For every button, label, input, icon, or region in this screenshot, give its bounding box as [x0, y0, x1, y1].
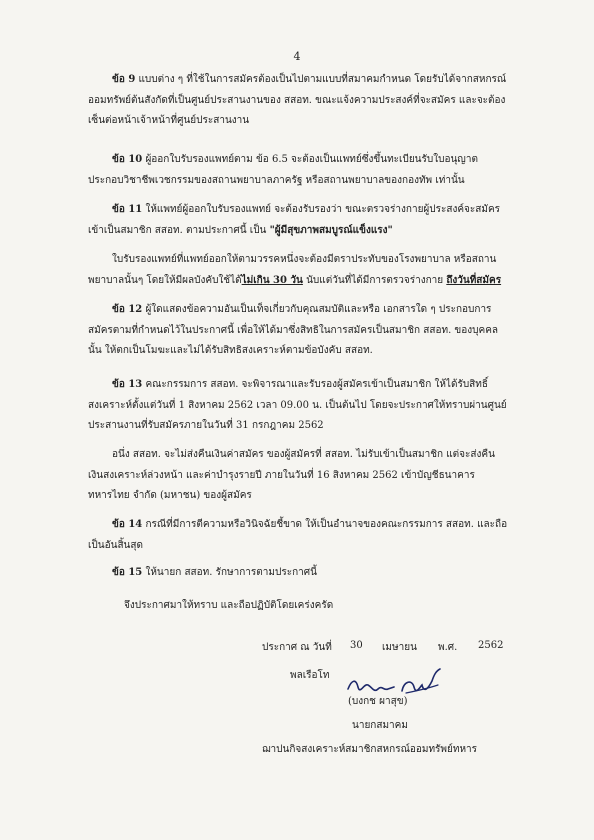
signer-rank: พลเรือโท	[290, 670, 330, 681]
announce-day: 30	[350, 640, 363, 651]
clause-emphasis: "ผู้มีสุขภาพสมบูรณ์แข็งแรง"	[269, 224, 393, 236]
clause-14	[88, 515, 508, 556]
clause-label: ข้อ 11	[112, 204, 143, 215]
signer-name: (บงกช ผาสุข)	[348, 696, 408, 707]
clause-text: คณะกรรมการ สสอท. จะพิจารณาและรับรองผู้สมัครเข้าเป็นสมาชิก ให้ได้รับสิทธิ์สงเคราะห์ตั้งแต่วันที่ 1 สิงหาคม 2562 เวลา 09.00 น. เป็นต้นไป โดยจะประกาศให้ทราบผ่านศูนย์ประสานงานที่รับสมัครภายในวันที่ 31 กรกฎาคม 2562	[88, 379, 507, 431]
clause-10	[88, 150, 508, 191]
clause-15	[88, 563, 508, 584]
announce-era: พ.ศ.	[438, 642, 458, 653]
clause-text: ผู้ออกใบรับรองแพทย์ตาม ข้อ 6.5 จะต้องเป็นแพทย์ซึ่งขึ้นทะเบียนรับใบอนุญาต ประกอบวิชาชีพเวชกรรมของสถานพยาบาลภาครัฐ หรือสถานพยาบาลของกองทัพ เท่านั้น	[88, 154, 478, 186]
clause-text: อนึ่ง สสอท. จะไม่ส่งคืนเงินค่าสมัคร ของผู้สมัครที่ สสอท. ไม่รับเข้าเป็นสมาชิก แต่จะส่งคืนเงินสงเคราะห์ล่วงหน้า และค่าบำรุงรายปี ภายในวันที่ 16 สิงหาคม 2562 เข้าบัญชีธนาคารทหารไทย จำกัด (มหาชน) ของผู้สมัคร	[88, 449, 495, 501]
clause-label: ข้อ 12	[112, 304, 143, 315]
clause-limit: ไม่เกิน 30 วัน	[241, 274, 303, 286]
clause-text: ใบรับรองแพทย์ที่แพทย์ออกให้ตามวรรคหนึ่งจะต้องมีตราประทับของโรงพยาบาล หรือสถานพยาบาลนั้นๆ โดยให้มีผลบังคับใช้ได้	[88, 254, 497, 286]
clause-11	[88, 200, 508, 241]
closing-line: จึงประกาศมาให้ทราบ และถือปฏิบัติโดยเคร่งครัด	[124, 600, 334, 611]
clause-12	[88, 300, 508, 362]
announce-prefix: ประกาศ ณ วันที่	[262, 642, 332, 653]
clause-label: ข้อ 14	[112, 519, 143, 530]
signer-organization: ฌาปนกิจสงเคราะห์สมาชิกสหกรณ์ออมทรัพย์ทหาร	[262, 744, 478, 755]
clause-text: นับแต่วันที่ได้มีการตรวจร่างกาย	[306, 274, 444, 286]
clause-text: ให้แพทย์ผู้ออกใบรับรองแพทย์ จะต้องรับรองว่า ขณะตรวจร่างกายผู้ประสงค์จะสมัคร เข้าเป็นสมาชิก สสอท. ตามประกาศนี้ เป็น	[88, 204, 501, 236]
clause-text: ให้นายก สสอท. รักษาการตามประกาศนี้	[145, 567, 317, 578]
clause-9	[88, 70, 508, 132]
clause-11-paragraph-2	[88, 250, 508, 291]
announce-year: 2562	[478, 640, 504, 651]
page-number: 4	[293, 50, 301, 63]
clause-label: ข้อ 10	[112, 154, 143, 165]
clause-13	[88, 375, 508, 437]
clause-13-paragraph-2	[88, 445, 508, 507]
clause-until: ถึงวันที่สมัคร	[446, 274, 502, 286]
clause-text: แบบต่าง ๆ ที่ใช้ในการสมัครต้องเป็นไปตามแบบที่สมาคมกำหนด โดยรับได้จากสหกรณ์ออมทรัพย์ต้นสังกัดที่เป็นศูนย์ประสานงานของ สสอท. ขณะแจ้งความประสงค์ที่จะสมัคร และจะต้องเซ็นต่อหน้าเจ้าหน้าที่ศูนย์ประสานงาน	[88, 74, 507, 126]
signer-position: นายกสมาคม	[352, 720, 408, 731]
clause-text: ผู้ใดแสดงข้อความอันเป็นเท็จเกี่ยวกับคุณสมบัติและหรือ เอกสารใด ๆ ประกอบการสมัครตามที่กำหนดไว้ในประกาศนี้ เพื่อให้ได้มาซึ่งสิทธิในการสมัครเป็นสมาชิก สสอท. ของบุคคลนั้น ให้ตกเป็นโมฆะและไม่ได้รับสิทธิสงเคราะห์ตามข้อบังคับ สสอท.	[88, 304, 499, 356]
clause-label: ข้อ 9	[112, 74, 136, 85]
clause-label: ข้อ 13	[112, 379, 143, 390]
clause-label: ข้อ 15	[112, 567, 143, 578]
clause-text: กรณีที่มีการตีความหรือวินิจฉัยชี้ขาด ให้เป็นอำนาจของคณะกรรมการ สสอท. และถือเป็นอันสิ้นสุด	[88, 519, 508, 551]
announce-month: เมษายน	[382, 642, 417, 653]
